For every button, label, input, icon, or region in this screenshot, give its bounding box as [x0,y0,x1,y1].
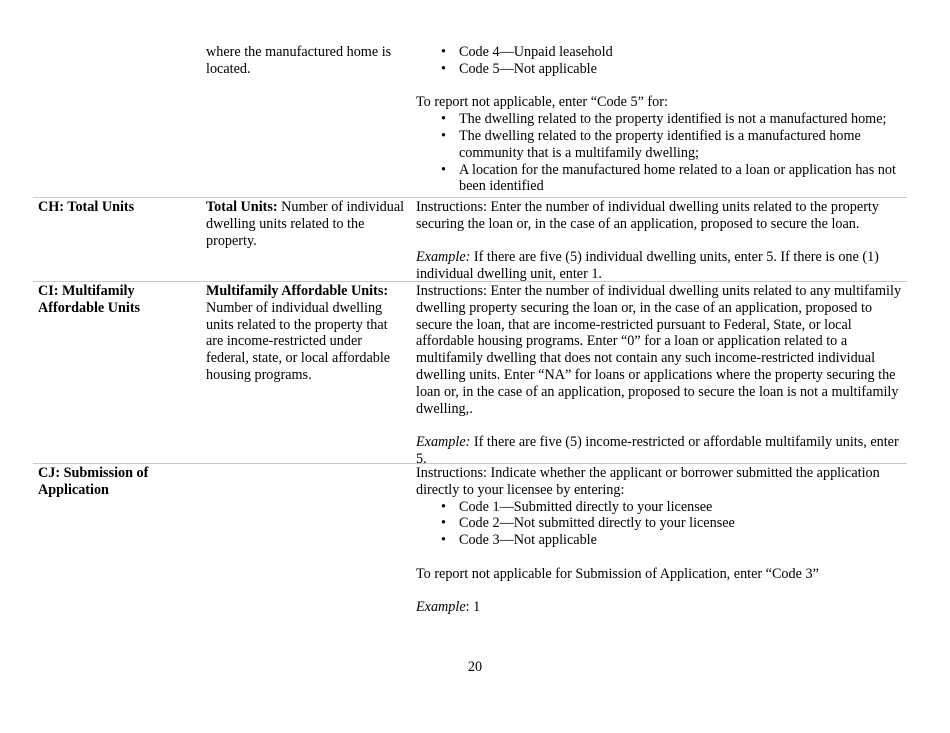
instructions-cell [416,44,906,195]
field-title: CH: Total Units [38,199,135,215]
definition-text: Number of individual dwelling units related to the property. [206,199,405,249]
list-item: • The dwelling related to the property identified is not a manufactured home; [416,111,906,128]
definition-text: Number of individual dwelling units related to the property that are income-restricted under federal, state, or local affordable housing programs. [206,299,391,383]
example-text: Example: If there are five (5) income-restricted or affordable multifamily units, enter 5. [416,434,899,467]
field-definition [206,283,406,384]
example-text: Example: 1 [416,599,481,616]
not-applicable-list [416,111,906,195]
code-list [416,44,906,78]
instructions-text: Instructions: Enter the number of individual dwelling units related to any multifamily dwelling property securing the loan or, in the case of an application, proposed to secure the loan, that are income-restricted pursuant to Federal, State, or local affordable housing programs. Enter “0” for a loan or application related to a multifamily dwelling that does not contain any such income-restricted individual dwelling units. Enter “NA” for loans or applications where the property securing the loan or, in the case of an application, proposed to secure the loan is not a multifamily dwelling,. [416,283,902,417]
list-item: • Code 5—Not applicable [416,61,906,78]
list-item: • A location for the manufactured home related to a loan or application has not been identified [416,162,906,196]
field-title: CI: Multifamily Affordable Units [38,283,141,316]
field-description: where the manufactured home is located. [206,44,392,77]
instructions-text: Instructions: Indicate whether the applicant or borrower submitted the application directly to your licensee by entering: [416,465,880,498]
field-definition [206,199,406,249]
not-applicable-intro: To report not applicable, enter “Code 5” for: [416,94,668,111]
instructions-cell [416,283,906,468]
definition-label: Multifamily Affordable Units: [206,283,389,299]
definition-label: Total Units: [206,199,278,215]
code-list [416,499,906,549]
table-row-continuation [33,44,907,196]
list-item: • Code 3—Not applicable [416,532,906,549]
example-label: Example [416,599,466,616]
page-number: 20 [467,659,483,675]
list-item: • The dwelling related to the property identified is a manufactured home community that is a multifamily dwelling; [416,128,906,162]
list-item: • Code 4—Unpaid leasehold [416,44,906,61]
not-applicable-text: To report not applicable for Submission of Application, enter “Code 3” [416,565,819,582]
table-row-total-units [33,197,907,281]
table-row-multifamily-affordable-units [33,281,907,467]
field-title: CJ: Submission of Application [38,465,149,498]
example-label: Example: [416,434,471,451]
example-label: Example: [416,249,471,266]
instructions-cell [416,465,906,616]
list-item: • Code 2—Not submitted directly to your licensee [416,515,906,532]
list-item: • Code 1—Submitted directly to your licensee [416,499,906,516]
instructions-text: Instructions: Enter the number of individual dwelling units related to the property securing the loan or, in the case of an application, proposed to secure the loan. [416,199,879,232]
table-row-submission-of-application [33,463,907,624]
instructions-cell [416,199,906,283]
example-text: Example: If there are five (5) individual dwelling units, enter 5. If there is one (1) individual dwelling unit, enter 1. [416,249,879,283]
